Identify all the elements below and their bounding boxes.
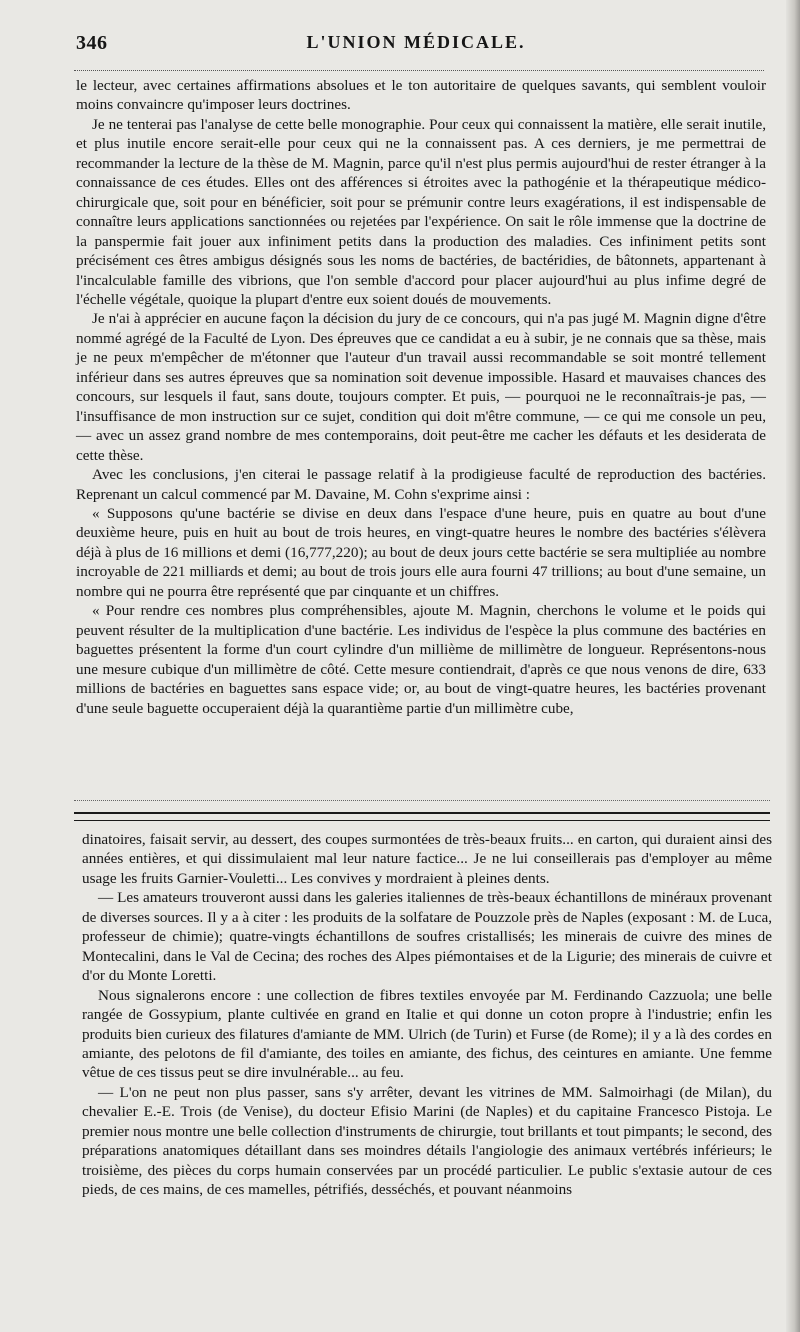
article-paragraph: Je n'ai à apprécier en aucune façon la décision du jury de ce concours, qui n'a pas jugé M. Magnin digne d'être nommé agrégé de la Faculté de Lyon. Des épreuves que ce candidat a eu à subir, je ne connais que sa thèse, mais je ne peux m'empêcher de m'étonner que l'auteur d'un travail aussi recommandable se soit montré tellement inférieur dans ses autres épreuves que sa nomination soit devenue impossible. Hasard et mauvaises chances des concours, sur lesquels il faut, sans doute, toujours compter. Et puis, — pourquoi ne le reconnaîtrais-je pas, — l'insuffisance de mon instruction sur ce sujet, condition qui doit m'être commune, — ce qui me console un peu, — avec un assez grand nombre de mes contemporains, doit peut-être me cacher les défauts et les desiderata de cette thèse. — [76, 310, 766, 464]
feuilleton-paragraph: — Les amateurs trouveront aussi dans les galeries italiennes de très-beaux échantillons de minéraux provenant de diverses sources. Il y a à citer : les produits de la solfatare de Pouzzole près de Naples (exposant : M. de Luca, professeur de chimie); quatre-vingts échantillons de soufres cristallisés; les minerais de cuivre des mines de Montecalini, dans le Val de Cecina; des roches des Alpes piémontaises et de la Ligurie; des minerais de cuivre et d'or du Monte Loretti. — [82, 889, 772, 985]
article-paragraph: le lecteur, avec certaines affirmations absolues et le ton autoritaire de quelques savants, qui semblent vouloir moins convaincre qu'imposer leurs doctrines. — [76, 77, 766, 114]
article-body — [76, 76, 766, 718]
article-paragraph: Je ne tenterai pas l'analyse de cette belle monographie. Pour ceux qui connaissent la matière, elle serait inutile, et plus inutile encore serait-elle pour ceux qui ne la connaissent pas. A ces derniers, je me permettrai de recommander la lecture de la thèse de M. Magnin, parce qu'il n'est plus permis aujourd'hui de rester étranger à la connaissance de ces études. Elles ont des afférences si étroites avec la pathogénie et la thérapeutique médico-chirurgicale que, soit pour en bénéficier, soit pour se prémunir contre leurs exagérations, il est indispensable de connaître leurs applications sanctionnées ou rejetées par l'expérience. On sait le rôle immense que la doctrine de la panspermie fait jouer aux infiniment petits dans la production des maladies. Ces infiniment petits sont précisément ces êtres ambigus désignés sous les noms de bactéries, de bactéridies, de bâtonnets, appartenant à l'incalculable famille des vibrions, que l'on semble d'accord pour placer aujourd'hui au plus infime degré de l'échelle végétale, quoique la plupart d'entre eux soient doués de mouvements. — [76, 115, 766, 308]
feuilleton-body — [82, 830, 772, 1200]
quote-paragraph: « Supposons qu'une bactérie se divise en deux dans l'espace d'une heure, puis en quatre au bout d'une deuxième heure, puis en huit au bout de trois heures, en vingt-quatre heures le nombre des bactéries s'élèvera déjà à plus de 16 millions et demi (16,777,220); au bout de deux jours cette bactérie se sera multipliée au nombre incroyable de 221 milliards et demi; au bout de trois jours elle aura fourni 47 trillions; au bout d'une semaine, un nombre qui ne pourra être représenté que par cinquante et un chiffres. — [76, 504, 766, 600]
feuilleton-paragraph: dinatoires, faisait servir, au dessert, des coupes surmontées de très-beaux fruits... en carton, qui duraient ainsi des années entières, et qui dissimulaient mal leur nature factice... Je ne lui conseillerais pas d'employer au même usage les fruits Garnier-Vouletti... Les convives y mordraient à pleines dents. — [82, 831, 772, 887]
feuilleton-paragraph: Nous signalerons encore : une collection de fibres textiles envoyée par M. Ferdinando Cazzuola; une belle rangée de Gossypium, plante cultivée en grand en Italie et qui donne un coton propre à l'industrie; enfin les produits bien curieux des filatures d'amiante de MM. Ulrich (de Turin) et Furse (de Rome); il y a là des cordes en amiante, des pelotons de fil d'amiante, des toiles en amiante, des fichus, des ceintures en amiante. Une femme vêtue de ces tissus peut se dire invulnérable... au feu. — [82, 986, 772, 1082]
page-number: 346 — [76, 32, 108, 54]
feuilleton-divider — [74, 812, 770, 821]
article-paragraph: Avec les conclusions, j'en citerai le passage relatif à la prodigieuse faculté de reproduction des bactéries. Reprenant un calcul commencé par M. Davaine, M. Cohn s'exprime ainsi : — [76, 466, 766, 503]
quote-paragraph: « Pour rendre ces nombres plus compréhensibles, ajoute M. Magnin, cherchons le volume et le poids qui peuvent résulter de la multiplication d'une bactérie. Les individus de l'espèce la plus commune des bactéries en baguettes présentent la forme d'un court cylindre d'un millième de millimètre de longueur. Représentons-nous une mesure cubique d'un millimètre de côté. Cette mesure contiendrait, d'après ce que nous venons de dire, 633 millions de bactéries en baguettes sans espace vide; or, au bout de vingt-quatre heures, les bactéries provenant d'une seule baguette occuperaient déjà la quarantième partie d'un millimètre cube, — [76, 602, 766, 717]
feuilleton-paragraph: — L'on ne peut non plus passer, sans s'y arrêter, devant les vitrines de MM. Salmoirhagi (de Milan), du chevalier E.-E. Trois (de Venise), du docteur Efisio Marini (de Naples) et du capitaine Francesco Pistoja. Le premier nous montre une belle collection d'instruments de chirurgie, tout brillants et tout pimpants; le second, des préparations anatomiques détaillant dans ses moindres détails l'angiologie des animaux vertébrés inférieurs; le troisième, des pièces du corps humain conservées par un procédé particulier. Le public s'extasie autour de ces pieds, de ces mains, de ces mamelles, pétrifiés, desséchés, et pouvant néanmoins — [82, 1083, 772, 1199]
page-edge-shadow — [786, 0, 800, 1332]
section-rule-dotted — [74, 800, 770, 801]
journal-title: L'UNION MÉDICALE. — [306, 32, 526, 52]
header-rule — [74, 70, 764, 71]
running-head — [76, 26, 756, 60]
